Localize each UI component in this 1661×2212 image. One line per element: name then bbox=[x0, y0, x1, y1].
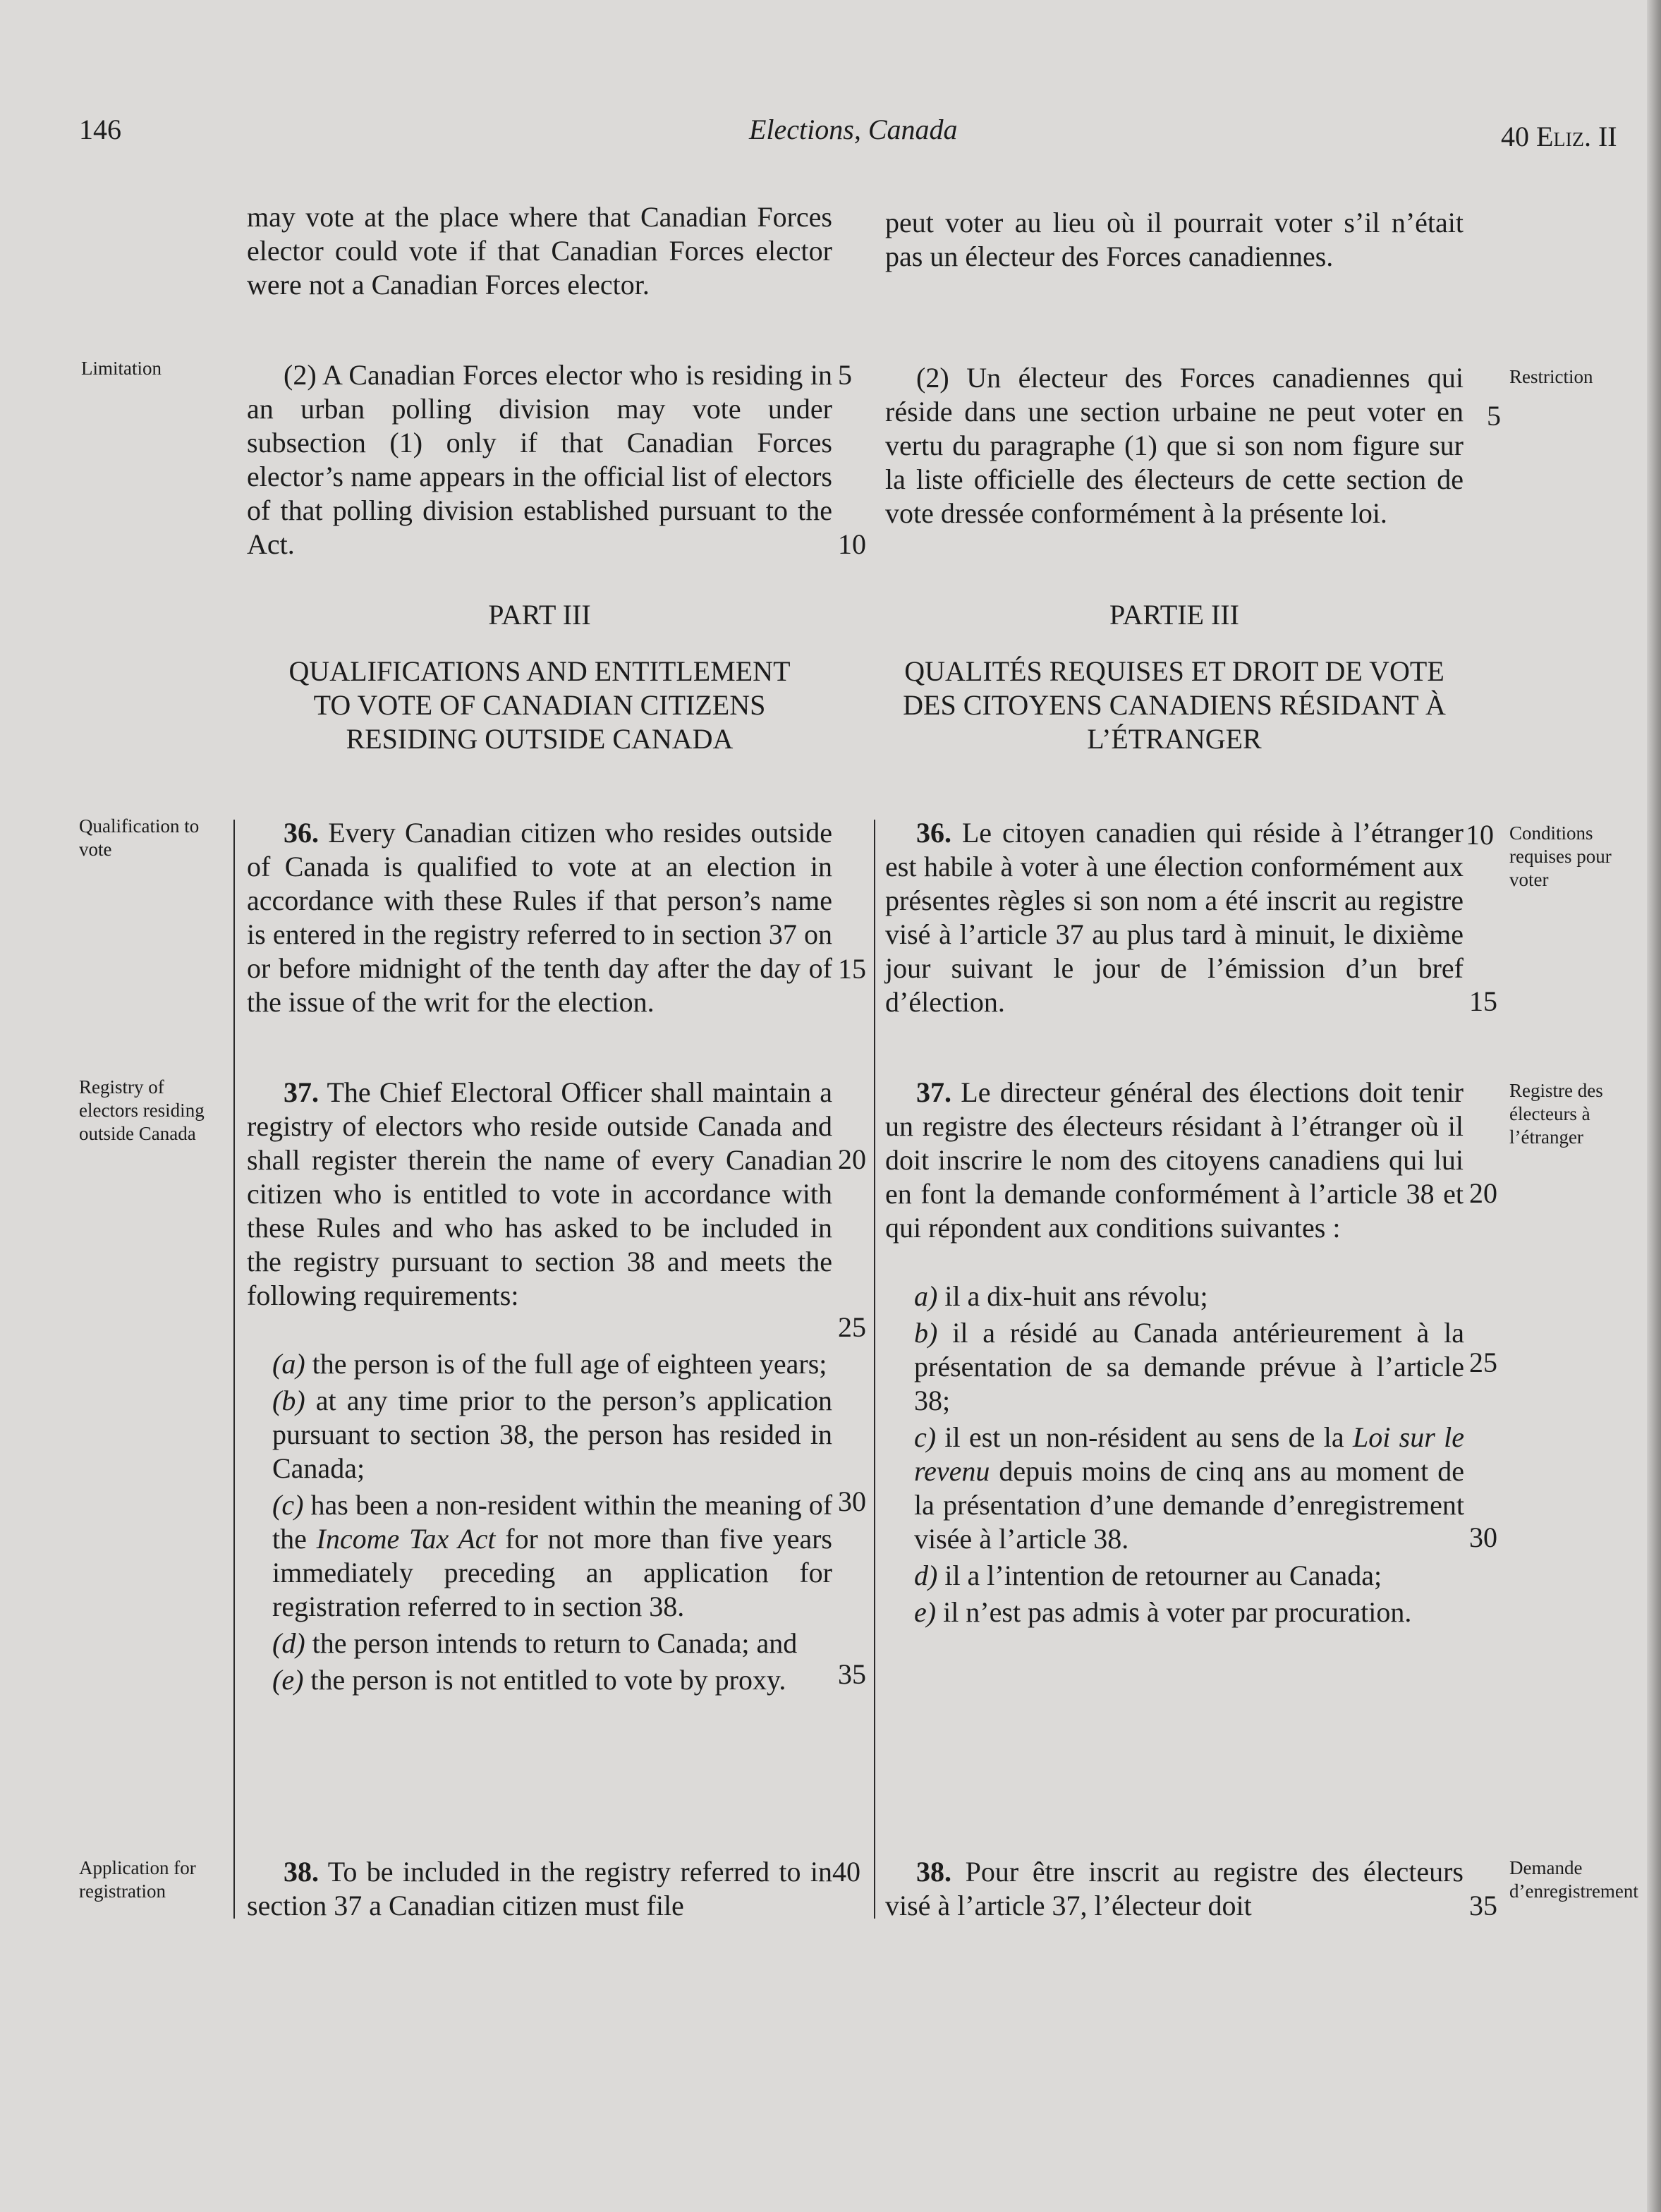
en-line-number: 35 bbox=[838, 1658, 866, 1690]
fr-section-37: 37. Le directeur général des élections doit tenir un registre des électeurs résidant à l’étranger où il doit inscrire le nom des citoyens canadiens qui lui en font la demande conformément à l’article 38 et qui répondent aux conditions suivantes : bbox=[885, 1076, 1464, 1244]
en-line-number: 10 bbox=[838, 528, 866, 560]
fr-margin-conditions: Conditions requises pour voter bbox=[1509, 822, 1612, 890]
running-title: Elections, Canada bbox=[749, 114, 958, 145]
en-item-c: (c) has been a non-resident within the meaning of the Income Tax Act for not more than five years immediately preceding an application for registration referred to in section 38. bbox=[272, 1489, 833, 1622]
fr-section-38: 38. Pour être inscrit au registre des électeurs visé à l’article 37, l’électeur doit bbox=[885, 1856, 1464, 1921]
fr-item-e: e) il n’est pas admis à voter par procuration. bbox=[914, 1596, 1412, 1628]
fr-line-number: 15 bbox=[1469, 985, 1497, 1017]
en-part-label: PART III bbox=[488, 599, 591, 631]
fr-restriction-paragraph: (2) Un électeur des Forces canadiennes qui réside dans une section urbaine ne peut voter en vertu du paragraphe (1) que si son nom figure sur la liste officielle des électeurs de cette section de vote dressée conformément à la présente loi. bbox=[885, 362, 1464, 529]
fr-line-number: 30 bbox=[1469, 1521, 1497, 1553]
en-part-title: QUALIFICATIONS AND ENTITLEMENT TO VOTE OF CANADIAN CITIZENS RESIDING OUTSIDE CANADA bbox=[288, 655, 791, 755]
en-section-37: 37. The Chief Electoral Officer shall maintain a registry of electors who reside outside Canada and shall register therein the name of every Canadian citizen who is entitled to vote in accordance with these Rules and who has asked to be included in the registry pursuant to section 38 and meets the following requirements: bbox=[247, 1076, 832, 1311]
fr-line-number: 35 bbox=[1469, 1890, 1497, 1921]
fr-line-number: 20 bbox=[1469, 1177, 1497, 1209]
fr-margin-restriction: Restriction bbox=[1509, 366, 1593, 387]
en-item-b: (b) at any time prior to the person’s application pursuant to section 38, the person has resided in Canada; bbox=[272, 1385, 832, 1484]
fr-item-c: c) il est un non-résident au sens de la Loi sur le revenu depuis moins de cinq ans au moment de la présentation d’une demande d’enregistrement visée à l’article 38. bbox=[914, 1421, 1464, 1555]
en-line-number: 5 bbox=[838, 359, 852, 391]
en-margin-registry: Registry of electors residing outside Canada bbox=[79, 1076, 205, 1144]
fr-part-label: PARTIE III bbox=[1109, 599, 1239, 631]
en-margin-qualification: Qualification to vote bbox=[79, 815, 200, 860]
fr-part-title: QUALITÉS REQUISES ET DROIT DE VOTE DES CITOYENS CANADIENS RÉSIDANT À L’ÉTRANGER bbox=[903, 655, 1446, 755]
left-column-rule bbox=[233, 820, 235, 1919]
fr-line-number: 10 bbox=[1466, 819, 1494, 851]
en-limitation-paragraph: (2) A Canadian Forces elector who is residing in an urban polling division may vote under subsection (1) only if that Canadian Forces elector’s name appears in the official list of electors of that polling division established pursuant to the Act. bbox=[247, 359, 832, 560]
fr-section-36: 36. Le citoyen canadien qui réside à l’étranger est habile à voter à une élection conformément aux présentes règles si son nom a été inscrit au registre visé à l’article 37 au plus tard à minuit, le dixième jour suivant le jour de l’émission d’un bref d’élection. bbox=[885, 817, 1464, 1018]
en-item-a: (a) the person is of the full age of eighteen years; bbox=[272, 1348, 827, 1380]
fr-margin-demande: Demande d’enregistrement bbox=[1509, 1857, 1638, 1902]
en-line-number: 20 bbox=[838, 1143, 866, 1175]
en-section-37-items bbox=[272, 1347, 832, 1697]
en-section-36: 36. Every Canadian citizen who resides outside of Canada is qualified to vote at an election in accordance with these Rules if that person’s name is entered in the registry referred to in section 37 on or before midnight of the tenth day after the day of the issue of the writ for the election. bbox=[247, 817, 833, 1018]
session-label: 40 Eliz. II bbox=[1501, 121, 1617, 152]
en-item-d: (d) the person intends to return to Canada; and bbox=[272, 1627, 798, 1659]
fr-line-number: 25 bbox=[1469, 1347, 1497, 1378]
fr-item-a: a) il a dix-huit ans révolu; bbox=[914, 1280, 1208, 1312]
en-section-38: 38. To be included in the registry referred to in section 37 a Canadian citizen must file bbox=[247, 1856, 832, 1921]
page-number: 146 bbox=[79, 114, 121, 145]
fr-line-number: 5 bbox=[1487, 400, 1501, 432]
fr-item-d: d) il a l’intention de retourner au Canada; bbox=[914, 1560, 1382, 1591]
center-column-rule bbox=[874, 820, 875, 1919]
en-line-number: 30 bbox=[838, 1485, 866, 1517]
fr-section-37-items bbox=[914, 1280, 1464, 1629]
fr-margin-registre: Registre des électeurs à l’étranger bbox=[1509, 1080, 1603, 1148]
en-line-number: 15 bbox=[838, 953, 866, 985]
en-item-e: (e) the person is not entitled to vote by proxy. bbox=[272, 1664, 786, 1696]
fr-item-b: b) il a résidé au Canada antérieurement à la présentation de sa demande prévue à l’article 38; bbox=[914, 1317, 1464, 1416]
fr-continued-paragraph: peut voter au lieu où il pourrait voter s’il n’était pas un électeur des Forces canadiennes. bbox=[885, 207, 1464, 272]
en-line-number: 40 bbox=[832, 1856, 860, 1888]
en-margin-application: Application for registration bbox=[79, 1857, 196, 1902]
en-margin-limitation: Limitation bbox=[81, 358, 162, 379]
en-line-number: 25 bbox=[838, 1311, 866, 1343]
en-continued-paragraph: may vote at the place where that Canadian Forces elector could vote if that Canadian Forces elector were not a Canadian Forces elector. bbox=[247, 201, 832, 300]
